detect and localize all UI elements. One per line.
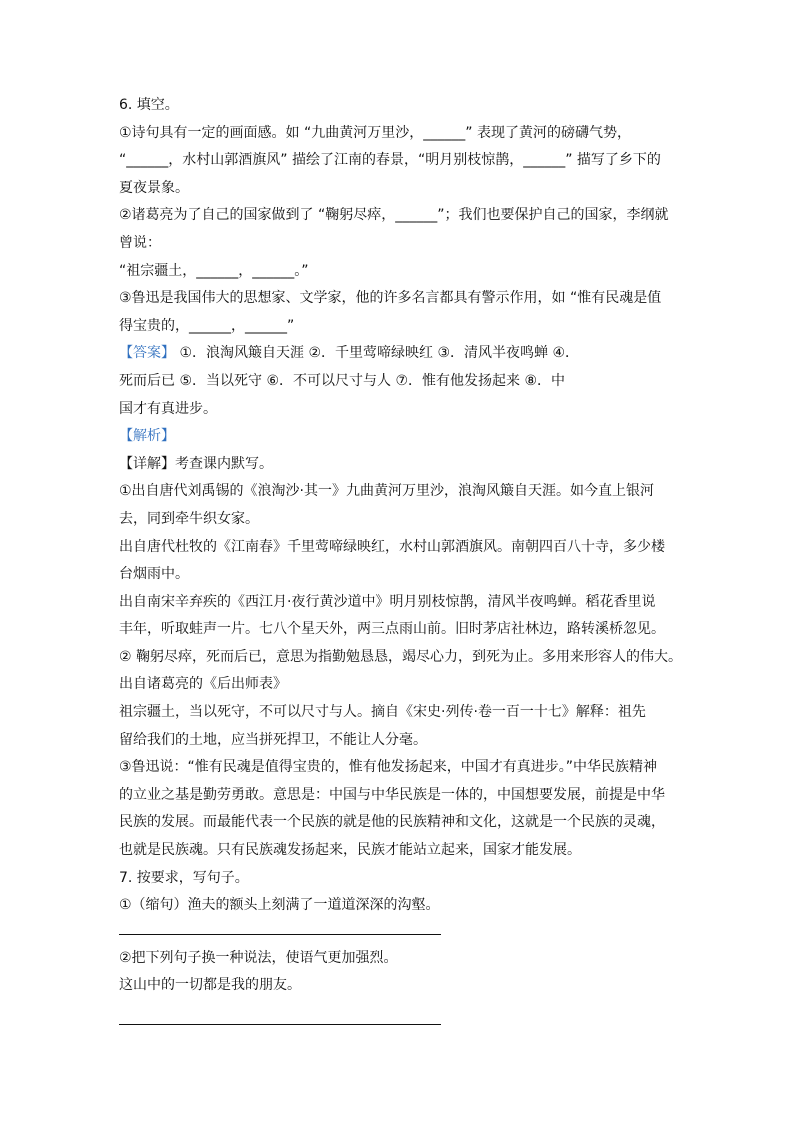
analysis-line: 出自诸葛亮的《后出师表》 <box>119 676 287 693</box>
q6-part1-line3: 夏夜景象。 <box>119 179 189 196</box>
q6-part1-line2: “______，水村山郭酒旗风” 描绘了江南的春景，“明月别枝惊鹊，______” 描写了乡下的 <box>119 152 661 169</box>
analysis-label: 【解析】 <box>119 428 175 445</box>
analysis-line: 出自唐代杜牧的《江南春》千里莺啼绿映红，水村山郭酒旗风。南朝四百八十寺，多少楼 <box>119 538 665 555</box>
answer-line3: 国才有真进步。 <box>119 400 217 417</box>
analysis-line: 出自南宋辛弃疾的《西江月·夜行黄沙道中》明月别枝惊鹊，清风半夜鸣蝉。稻花香里说 <box>119 593 656 610</box>
analysis-line: 民族的发展。而最能代表一个民族的就是他的民族精神和文化，这就是一个民族的灵魂， <box>119 814 665 831</box>
analysis-line: 台烟雨中。 <box>119 566 189 583</box>
q7-item1: ①（缩句）渔夫的额头上刻满了一道道深深的沟壑。 <box>119 897 440 914</box>
answer-blank-line-2 <box>119 1014 441 1025</box>
q6-part2-line3: “祖宗疆土，______，______。” <box>119 262 309 279</box>
answer-blank-line-1 <box>119 924 441 935</box>
analysis-line: ③鲁迅说：“惟有民魂是值得宝贵的，惟有他发扬起来，中国才有真进步。”中华民族精神 <box>119 759 658 776</box>
answer-line1 <box>119 340 679 368</box>
analysis-line: 的立业之基是勤劳勇敢。意思是：中国与中华民族是一体的，中国想要发展，前提是中华 <box>119 786 665 803</box>
analysis-line: 留给我们的土地，应当拼死捍卫，不能让人分毫。 <box>119 731 427 748</box>
q6-part2-line2: 曾说： <box>119 234 161 251</box>
q7-item2-sentence: 这山中的一切都是我的朋友。 <box>119 977 301 994</box>
analysis-line: 丰年，听取蛙声一片。七八个星天外，两三点雨山前。旧时茅店社林边，路转溪桥忽见。 <box>119 621 665 638</box>
q6-part3-line2: 得宝贵的，______，______” <box>119 317 295 334</box>
analysis-line: 祖宗疆土，当以死守，不可以尺寸与人。摘自《宋史·列传·卷一百一十七》解释：祖先 <box>119 704 646 721</box>
analysis-line: 也就是民族魂。只有民族魂发扬起来，民族才能站立起来，国家才能发展。 <box>119 842 581 859</box>
q6-part1-line1: ①诗句具有一定的画面感。如 “九曲黄河万里沙，______” 表现了黄河的磅礴气势， <box>119 124 631 141</box>
q6-part3-line1: ③鲁迅是我国伟大的思想家、文学家，他的许多名言都具有警示作用，如 “惟有民魂是值 <box>119 290 662 307</box>
q7-item2: ②把下列句子换一种说法，使语气更加强烈。 <box>119 949 398 966</box>
answer-text-1: ①．浪淘风簸自天涯 ②．千里莺啼绿映红 ③．清风半夜鸣蝉 ④． <box>175 345 580 362</box>
analysis-line: ② 鞠躬尽瘁，死而后已，意思为指勤勉恳恳，竭尽心力，到死为止。多用来形容人的伟大。 <box>119 648 682 665</box>
analysis-line: ①出自唐代刘禹锡的《浪淘沙·其一》九曲黄河万里沙，浪淘风簸自天涯。如今直上银河 <box>119 483 654 500</box>
analysis-detail: 【详解】考查课内默写。 <box>119 455 273 472</box>
answer-label: 【答案】 <box>119 345 175 362</box>
q6-title: 6. 填空。 <box>119 97 179 113</box>
answer-line2: 死而后已 ⑤．当以死守 ⑥．不可以尺寸与人 ⑦．惟有他发扬起来 ⑧．中 <box>119 372 566 389</box>
q7-title: 7. 按要求，写句子。 <box>119 869 249 886</box>
q6-part2-line1: ②诸葛亮为了自己的国家做到了 “鞠躬尽瘁，______”；我们也要保护自己的国家，李纲就 <box>119 207 669 224</box>
analysis-line: 去，同到牵牛织女家。 <box>119 510 259 527</box>
